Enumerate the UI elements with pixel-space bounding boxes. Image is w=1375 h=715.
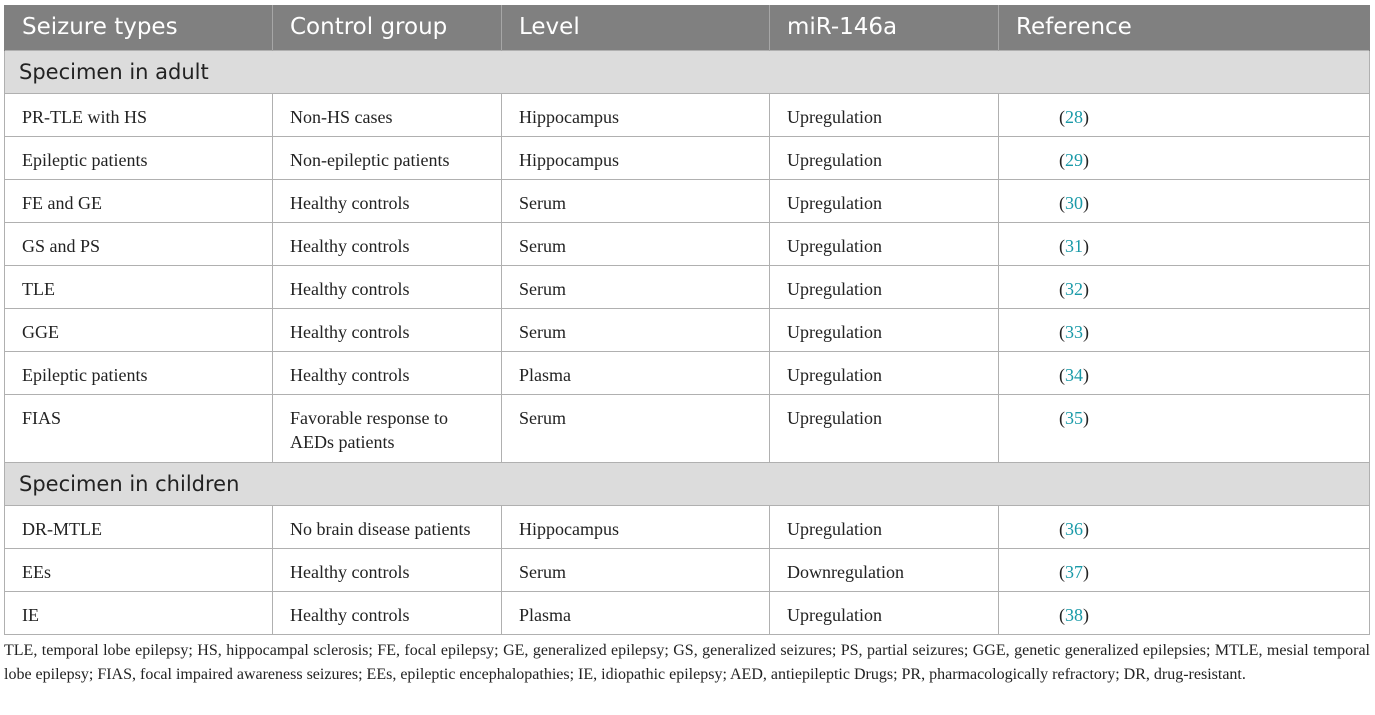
table-row: [5, 136, 1370, 179]
reference-cell: (38): [999, 591, 1370, 634]
reference-link[interactable]: 29: [1065, 149, 1083, 170]
table-row: [5, 222, 1370, 265]
mir-146a-cell: Upregulation: [770, 93, 999, 136]
reference-link[interactable]: 32: [1065, 278, 1083, 299]
section-title: Specimen in adult: [5, 50, 1370, 93]
control-group-cell: Healthy controls: [273, 265, 502, 308]
control-group-cell: Healthy controls: [273, 179, 502, 222]
seizure-type-cell: Epileptic patients: [5, 136, 273, 179]
header-seizure-types: Seizure types: [5, 5, 273, 50]
header-control-group: Control group: [273, 5, 502, 50]
reference-cell: (31): [999, 222, 1370, 265]
header-mir-146a: miR-146a: [770, 5, 999, 50]
table-row: [5, 179, 1370, 222]
reference-cell: (35): [999, 394, 1370, 462]
mir-146a-cell: Upregulation: [770, 591, 999, 634]
mir-146a-cell: Upregulation: [770, 394, 999, 462]
reference-link[interactable]: 36: [1065, 518, 1083, 539]
data-table-container: [4, 5, 1369, 635]
control-group-cell: Healthy controls: [273, 222, 502, 265]
table-row: [5, 265, 1370, 308]
level-cell: Hippocampus: [502, 505, 770, 548]
reference-cell: (30): [999, 179, 1370, 222]
reference-cell: (34): [999, 351, 1370, 394]
header-level: Level: [502, 5, 770, 50]
control-group-cell: Healthy controls: [273, 308, 502, 351]
table-footnote: TLE, temporal lobe epilepsy; HS, hippocampal sclerosis; FE, focal epilepsy; GE, generalized epilepsy; GS, generalized seizures; PS, partial seizures; GGE, genetic generalized epilepsies; MTLE, mesial temporal lobe epilepsy; FIAS, focal impaired awareness seizures; EEs, epileptic encephalopathies; IE, idiopathic epilepsy; AED, antiepileptic Drugs; PR, pharmacologically refractory; DR, drug-resistant.: [4, 642, 1370, 683]
mir-146a-cell: Upregulation: [770, 505, 999, 548]
seizure-type-cell: GS and PS: [5, 222, 273, 265]
level-cell: Hippocampus: [502, 136, 770, 179]
seizure-type-cell: TLE: [5, 265, 273, 308]
seizure-type-cell: IE: [5, 591, 273, 634]
table-row: [5, 505, 1370, 548]
level-cell: Serum: [502, 308, 770, 351]
reference-cell: (36): [999, 505, 1370, 548]
table-row: [5, 591, 1370, 634]
table-row: [5, 308, 1370, 351]
reference-cell: (32): [999, 265, 1370, 308]
mir-146a-cell: Upregulation: [770, 265, 999, 308]
level-cell: Plasma: [502, 351, 770, 394]
level-cell: Serum: [502, 222, 770, 265]
seizure-type-cell: Epileptic patients: [5, 351, 273, 394]
level-cell: Serum: [502, 548, 770, 591]
reference-link[interactable]: 37: [1065, 561, 1083, 582]
mir-146a-cell: Downregulation: [770, 548, 999, 591]
header-reference: Reference: [999, 5, 1370, 50]
reference-link[interactable]: 34: [1065, 364, 1083, 385]
reference-link[interactable]: 35: [1065, 407, 1083, 428]
mir-146a-cell: Upregulation: [770, 179, 999, 222]
reference-link[interactable]: 33: [1065, 321, 1083, 342]
table-row: [5, 394, 1370, 462]
control-group-cell: Healthy controls: [273, 591, 502, 634]
control-group-cell: No brain disease patients: [273, 505, 502, 548]
mirna-table: [4, 5, 1370, 635]
control-group-cell: Non-HS cases: [273, 93, 502, 136]
mir-146a-cell: Upregulation: [770, 136, 999, 179]
level-cell: Plasma: [502, 591, 770, 634]
table-row: [5, 351, 1370, 394]
mir-146a-cell: Upregulation: [770, 351, 999, 394]
reference-link[interactable]: 28: [1065, 106, 1083, 127]
level-cell: Serum: [502, 179, 770, 222]
seizure-type-cell: FIAS: [5, 394, 273, 462]
reference-cell: (28): [999, 93, 1370, 136]
reference-link[interactable]: 31: [1065, 235, 1083, 256]
seizure-type-cell: PR-TLE with HS: [5, 93, 273, 136]
control-group-cell: Favorable response to AEDs patients: [273, 394, 502, 462]
seizure-type-cell: GGE: [5, 308, 273, 351]
control-group-cell: Healthy controls: [273, 548, 502, 591]
seizure-type-cell: EEs: [5, 548, 273, 591]
reference-cell: (33): [999, 308, 1370, 351]
reference-cell: (37): [999, 548, 1370, 591]
table-row: [5, 93, 1370, 136]
reference-link[interactable]: 30: [1065, 192, 1083, 213]
reference-cell: (29): [999, 136, 1370, 179]
header-row: [5, 5, 1370, 50]
control-group-cell: Non-epileptic patients: [273, 136, 502, 179]
section-row-children: [5, 462, 1370, 505]
control-group-cell: Healthy controls: [273, 351, 502, 394]
section-title: Specimen in children: [5, 462, 1370, 505]
level-cell: Serum: [502, 265, 770, 308]
seizure-type-cell: FE and GE: [5, 179, 273, 222]
table-row: [5, 548, 1370, 591]
level-cell: Serum: [502, 394, 770, 462]
mir-146a-cell: Upregulation: [770, 222, 999, 265]
reference-link[interactable]: 38: [1065, 604, 1083, 625]
section-row-adult: [5, 50, 1370, 93]
seizure-type-cell: DR-MTLE: [5, 505, 273, 548]
mir-146a-cell: Upregulation: [770, 308, 999, 351]
level-cell: Hippocampus: [502, 93, 770, 136]
